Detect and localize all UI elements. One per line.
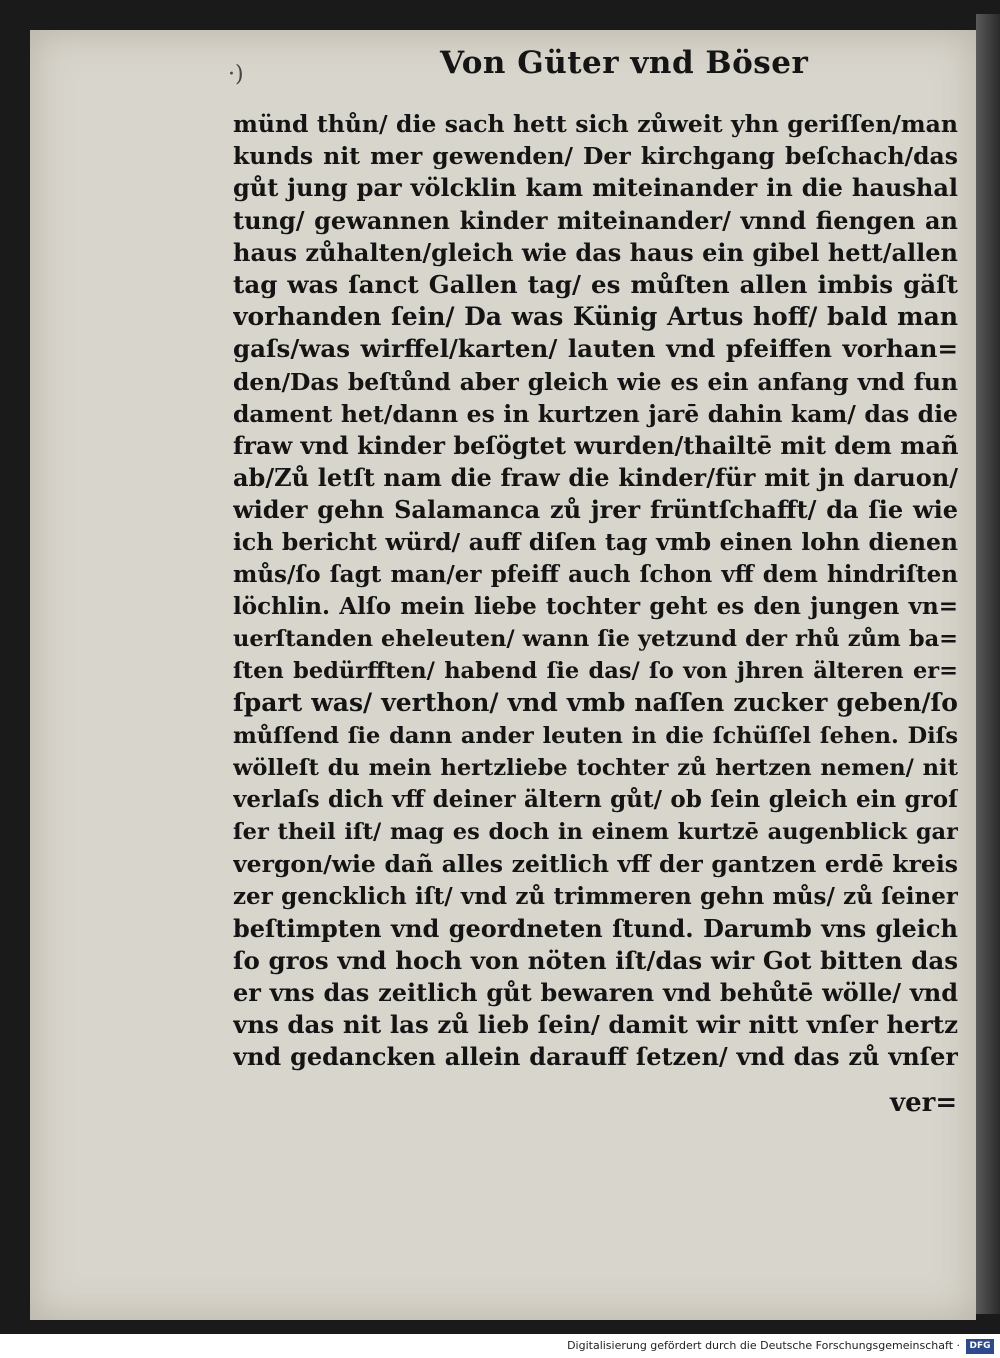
- text-line: můſſend ſie dann ander leuten in die ſchüſſel ſehen. Diſs: [233, 722, 958, 749]
- text-line: er vns das zeitlich gůt bewaren vnd behůtē wölle/ vnd: [233, 978, 958, 1008]
- text-line: vorhanden ſein/ Da was Künig Artus hoff/ bald man: [233, 302, 958, 332]
- head-mark: ·): [228, 62, 244, 87]
- text-line: vns das nit las zů lieb ſein/ damit wir nitt vnſer hertz: [233, 1010, 958, 1040]
- text-line: den/Das beſtůnd aber gleich wie es ein anfang vnd fun: [233, 367, 958, 396]
- text-line: vergon/wie dañ alles zeitlich vff der gantzen erdē kreis: [233, 850, 958, 879]
- text-line: ab/Zů letſt nam die fraw die kinder/für mit jn daruon/: [233, 463, 958, 493]
- text-line: ſten bedürfften/ habend ſie das/ ſo von jhren älteren er=: [233, 658, 958, 685]
- footer-bar: [0, 1336, 1000, 1358]
- running-head: Von Güter vnd Böser: [440, 45, 809, 81]
- text-line: zer gencklich iſt/ vnd zů trimmeren gehn můs/ zů ſeiner: [233, 882, 958, 910]
- dfg-logo[interactable]: DFG: [966, 1339, 994, 1354]
- text-line: verlaſs dich vff deiner ältern gůt/ ob ſein gleich ein groſ: [233, 785, 958, 813]
- catchword: ver=: [890, 1088, 958, 1118]
- text-line: můs/ſo ſagt man/er pfeiff auch ſchon vff dem hindriſten: [233, 560, 958, 588]
- text-line: gůt jung par völcklin kam miteinander in die haushal: [233, 173, 958, 203]
- body-text: [233, 108, 958, 1074]
- funding-credit: Digitalisierung gefördert durch die Deutsche Forschungsgemeinschaft ·: [567, 1339, 960, 1352]
- text-line: wider gehn Salamanca zů jrer früntſchafft/ da ſie wie: [233, 495, 958, 525]
- text-line: tung/ gewannen kinder miteinander/ vnnd fiengen an: [233, 205, 958, 235]
- text-line: ſpart was/ verthon/ vnd vmb naſſen zucker geben/ſo: [233, 688, 958, 718]
- text-line: uerſtanden eheleuten/ wann ſie yetzund der rhů zům ba=: [233, 626, 958, 652]
- text-line: münd thůn/ die sach hett sich zůweit yhn geriſſen/man: [233, 110, 958, 138]
- text-line: dament het/dann es in kurtzen jarē dahin kam/ das die: [233, 399, 958, 428]
- text-line: ſo gros vnd hoch von nöten iſt/das wir Got bitten das: [233, 945, 958, 975]
- text-line: tag was ſanct Gallen tag/ es můſten allen imbis gäſt: [233, 269, 958, 299]
- text-line: ich bericht würd/ auff diſen tag vmb einen lohn dienen: [233, 528, 958, 557]
- text-line: gaſs/was wirffel/karten/ lauten vnd pfeiffen vorhan=: [233, 334, 958, 364]
- text-line: beſtimpten vnd geordneten ſtund. Darumb vns gleich: [233, 913, 958, 943]
- page-edge: [976, 14, 1000, 1314]
- text-line: haus zůhalten/gleich wie das haus ein gibel hett/allen: [233, 237, 958, 267]
- text-line: kunds nit mer gewenden/ Der kirchgang beſchach/das: [233, 142, 958, 171]
- text-line: fraw vnd kinder beſögtet wurden/thailtē mit dem mañ: [233, 430, 958, 460]
- text-line: wölleſt du mein hertzliebe tochter zů hertzen nemen/ nit: [233, 754, 958, 781]
- text-line: vnd gedancken allein darauff ſetzen/ vnd das zů vnſer: [233, 1042, 958, 1072]
- text-line: löchlin. Alſo mein liebe tochter geht es den jungen vn=: [233, 592, 958, 620]
- text-line: ſer theil iſt/ mag es doch in einem kurtzē augenblick gar: [233, 819, 958, 846]
